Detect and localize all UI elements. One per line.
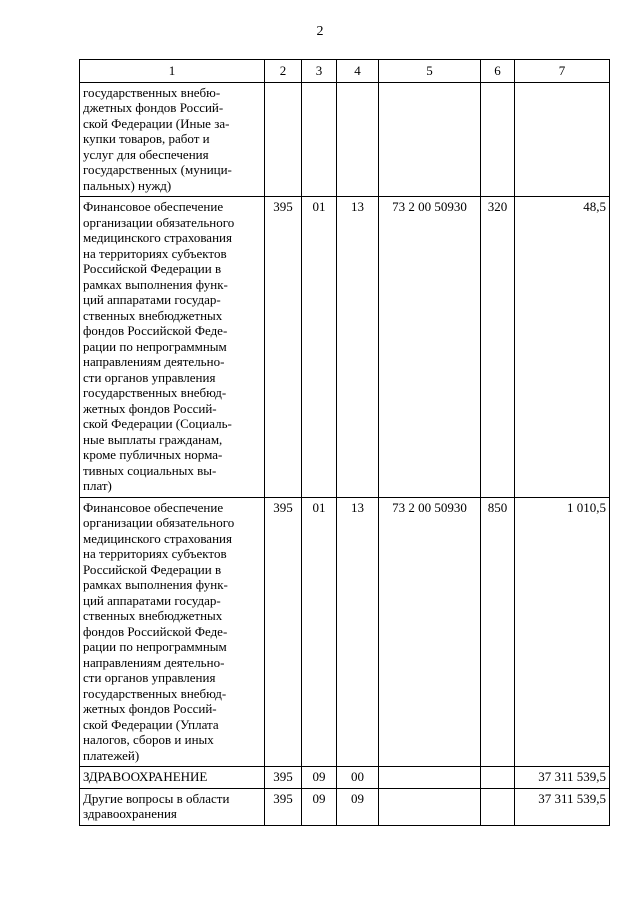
row-code-subsection: 09 xyxy=(337,788,379,825)
row-name-line: сти органов управления xyxy=(83,670,216,685)
row-name-line: на территориях субъектов xyxy=(83,245,227,261)
row-amount: 48,5 xyxy=(515,197,610,498)
row-name-line: ций аппаратами государ- xyxy=(83,292,221,307)
row-name-line: пальных) нужд) xyxy=(83,177,172,193)
row-code-expense-type xyxy=(481,767,515,789)
row-name-cell xyxy=(80,82,265,197)
table-row xyxy=(80,197,610,498)
table-header-row xyxy=(80,60,610,83)
row-name-line: медицинского страхования xyxy=(83,530,232,546)
row-name-line: Российской Федерации в xyxy=(83,261,222,276)
row-name-line: Другие вопросы в области xyxy=(83,790,230,806)
row-name-line: направлениям деятельно- xyxy=(83,654,225,670)
row-code-target: 73 2 00 50930 xyxy=(379,197,481,498)
row-code-admin: 395 xyxy=(265,497,302,767)
table-row xyxy=(80,767,610,789)
row-name-line: государственных (муници- xyxy=(83,162,232,177)
row-name-line: государственных внебюд- xyxy=(83,385,227,400)
row-code-subsection: 13 xyxy=(337,197,379,498)
table-row xyxy=(80,82,610,197)
header-cell-1: 1 xyxy=(80,60,265,83)
row-name-line: направлениям деятельно- xyxy=(83,354,225,369)
row-name-line: рации по непрограммным xyxy=(83,338,227,354)
header-cell-5: 5 xyxy=(379,60,481,83)
row-name-line: сти органов управления xyxy=(83,369,216,385)
row-code-target xyxy=(379,767,481,789)
page-number: 2 xyxy=(316,24,324,39)
row-name-line: на территориях субъектов xyxy=(83,546,227,561)
row-name-line: налогов, сборов и иных xyxy=(83,732,214,747)
row-code-expense-type xyxy=(481,788,515,825)
table-row xyxy=(80,788,610,825)
header-cell-7: 7 xyxy=(515,60,610,83)
row-name-line: ственных внебюджетных xyxy=(83,307,223,323)
row-code-section: 09 xyxy=(302,788,337,825)
row-name-line: кроме публичных норма- xyxy=(83,447,223,462)
row-name-line: государственных внебюд- xyxy=(83,685,227,701)
row-name-cell xyxy=(80,197,265,498)
row-code-section: 01 xyxy=(302,197,337,498)
row-amount: 37 311 539,5 xyxy=(515,788,610,825)
row-amount xyxy=(515,82,610,197)
row-code-target: 73 2 00 50930 xyxy=(379,497,481,767)
row-code-admin xyxy=(265,82,302,197)
row-name-line: ЗДРАВООХРАНЕНИЕ xyxy=(83,769,208,784)
row-code-admin: 395 xyxy=(265,197,302,498)
row-name-line: рации по непрограммным xyxy=(83,639,227,654)
row-code-subsection xyxy=(337,82,379,197)
row-name-line: рамках выполнения функ- xyxy=(83,577,228,592)
row-name-cell xyxy=(80,497,265,767)
row-name-cell xyxy=(80,767,265,789)
row-code-section xyxy=(302,82,337,197)
row-name-line: услуг для обеспечения xyxy=(83,146,209,162)
row-name-line: государственных внебю- xyxy=(83,84,221,100)
row-name-line: фондов Российской Феде- xyxy=(83,323,228,338)
table-row xyxy=(80,497,610,767)
row-amount: 1 010,5 xyxy=(515,497,610,767)
row-name-line: фондов Российской Феде- xyxy=(83,623,228,639)
row-name-line: жетных фондов Россий- xyxy=(83,400,217,416)
row-code-expense-type: 850 xyxy=(481,497,515,767)
row-code-expense-type: 320 xyxy=(481,197,515,498)
row-name-line: плат) xyxy=(83,478,112,493)
header-cell-4: 4 xyxy=(337,60,379,83)
row-code-expense-type xyxy=(481,82,515,197)
row-name-line: организации обязательного xyxy=(83,515,235,530)
header-cell-6: 6 xyxy=(481,60,515,83)
row-code-admin: 395 xyxy=(265,788,302,825)
header-cell-3: 3 xyxy=(302,60,337,83)
row-code-subsection: 00 xyxy=(337,767,379,789)
row-name-cell xyxy=(80,788,265,825)
row-code-subsection: 13 xyxy=(337,497,379,767)
row-code-admin: 395 xyxy=(265,767,302,789)
row-name-line: тивных социальных вы- xyxy=(83,462,217,478)
row-name-line: Российской Федерации в xyxy=(83,561,222,577)
row-amount: 37 311 539,5 xyxy=(515,767,610,789)
row-name-line: здравоохранения xyxy=(83,806,177,821)
row-name-line: Финансовое обеспечение xyxy=(83,499,224,515)
row-code-target xyxy=(379,82,481,197)
row-name-line: организации обязательного xyxy=(83,214,235,230)
row-code-target xyxy=(379,788,481,825)
row-name-line: Финансовое обеспечение xyxy=(83,199,224,214)
header-cell-2: 2 xyxy=(265,60,302,83)
row-name-line: рамках выполнения функ- xyxy=(83,276,228,292)
row-name-line: купки товаров, работ и xyxy=(83,131,210,146)
row-name-line: ций аппаратами государ- xyxy=(83,592,221,608)
row-name-line: жетных фондов Россий- xyxy=(83,701,217,716)
budget-table xyxy=(79,59,610,826)
row-name-line: ственных внебюджетных xyxy=(83,608,223,623)
row-name-line: ные выплаты гражданам, xyxy=(83,431,223,447)
row-name-line: ской Федерации (Уплата xyxy=(83,716,219,732)
row-code-section: 01 xyxy=(302,497,337,767)
row-name-line: ской Федерации (Иные за- xyxy=(83,115,230,131)
row-name-line: ской Федерации (Социаль- xyxy=(83,416,232,431)
row-code-section: 09 xyxy=(302,767,337,789)
row-name-line: джетных фондов Россий- xyxy=(83,100,224,115)
row-name-line: медицинского страхования xyxy=(83,230,232,245)
row-name-line: платежей) xyxy=(83,747,140,763)
